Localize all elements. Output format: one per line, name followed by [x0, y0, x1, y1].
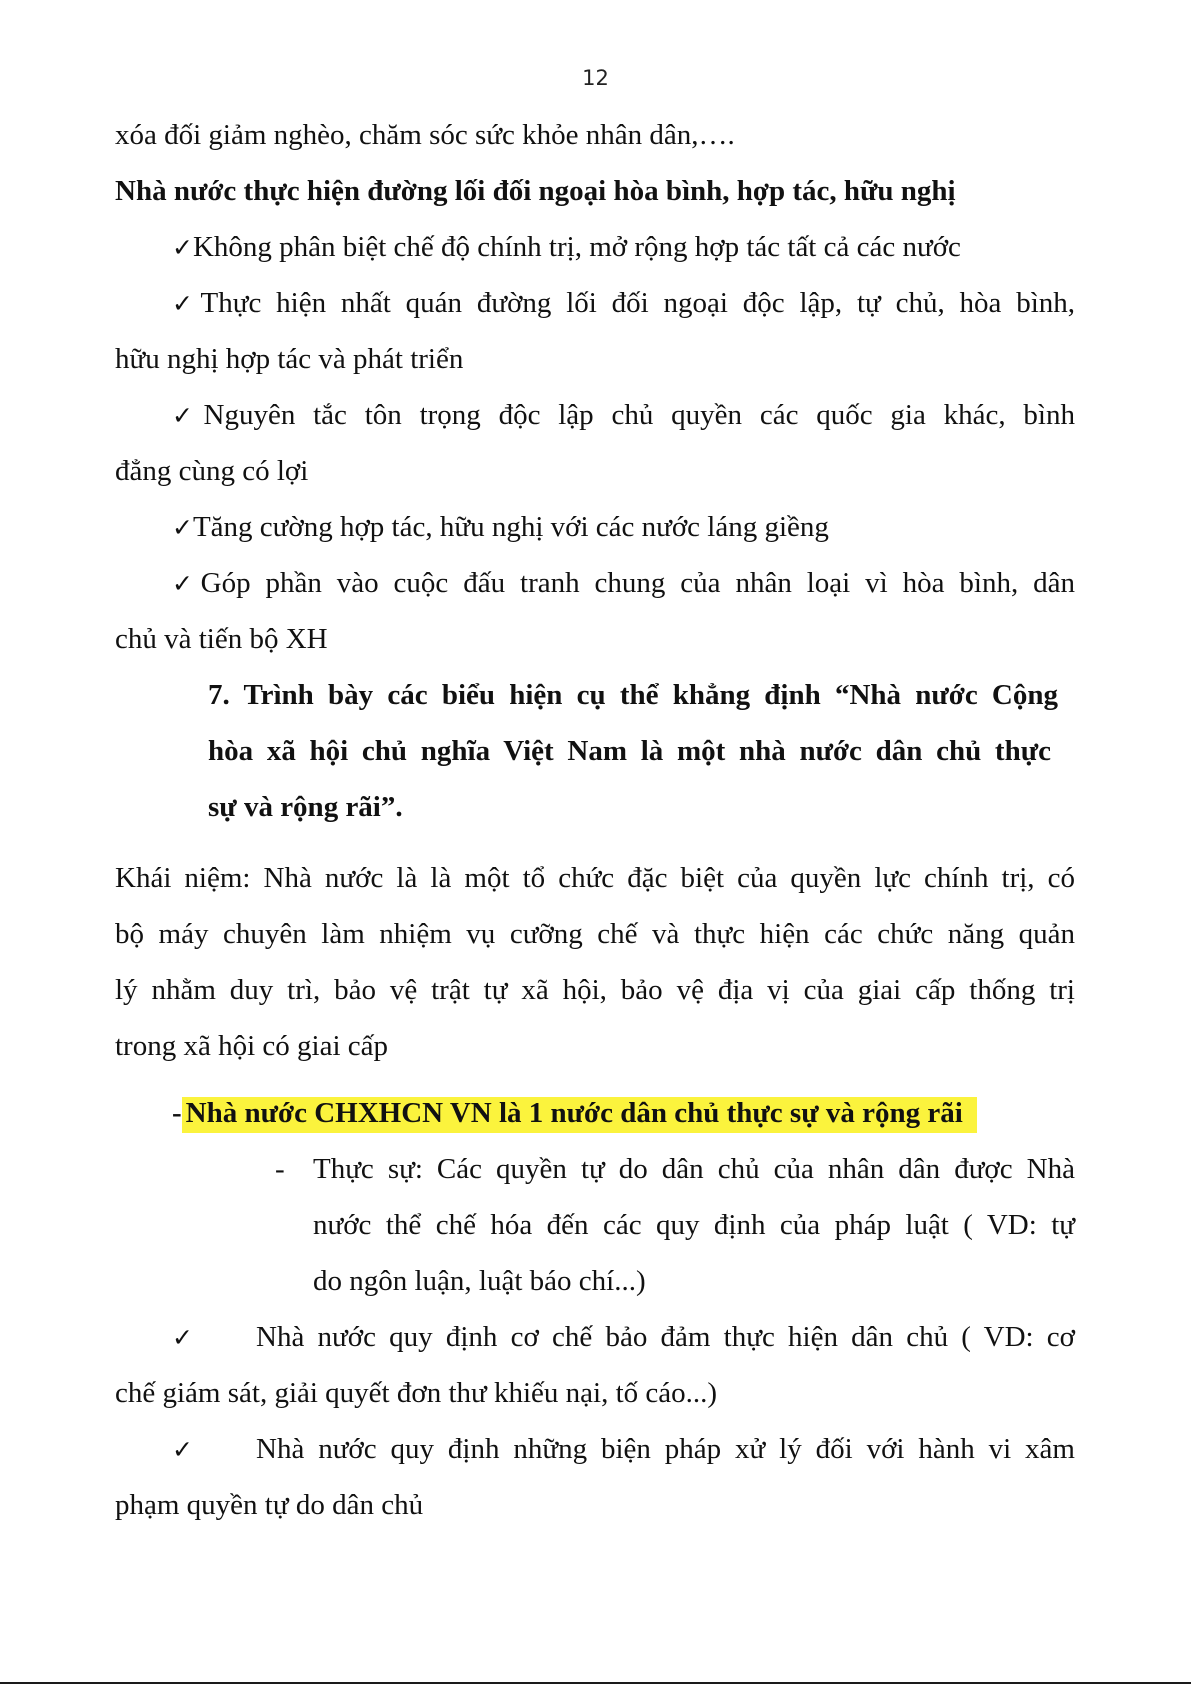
list-item [172, 1320, 1075, 1355]
list-item-text: Không phân biệt chế độ chính trị, mở rộng hợp tác tất cả các nước [192, 231, 961, 263]
check-icon: ✓ [172, 1323, 193, 1352]
text-line: do ngôn luận, luật báo chí...) [313, 1265, 646, 1297]
list-item-text: Tăng cường hợp tác, hữu nghị với các nước láng giềng [192, 511, 829, 543]
highlighted-text: Nhà nước CHXHCN VN là 1 nước dân chủ thực sự và rộng rãi [182, 1097, 977, 1133]
list-item-text: Nguyên tắc tôn trọng độc lập chủ quyền các quốc gia khác, bình [203, 399, 1075, 431]
question-heading-line: sự và rộng rãi”. [208, 791, 403, 823]
check-icon: ✓ [172, 569, 201, 598]
text-line: phạm quyền tự do dân chủ [115, 1489, 424, 1521]
text-line: đẳng cùng có lợi [115, 455, 309, 487]
list-item-text: Nhà nước quy định cơ chế bảo đảm thực hiện dân chủ ( VD: cơ [256, 1321, 1075, 1353]
list-item [172, 566, 1075, 601]
question-heading-line: 7. Trình bày các biểu hiện cụ thể khẳng định “Nhà nước Cộng [208, 679, 1058, 711]
text-line: nước thể chế hóa đến các quy định của pháp luật ( VD: tự [313, 1209, 1075, 1241]
check-icon: ✓ [172, 1435, 193, 1464]
list-item [275, 1152, 1075, 1187]
text-line: Khái niệm: Nhà nước là là một tổ chức đặc biệt của quyền lực chính trị, có [115, 862, 1075, 894]
text-line: hữu nghị hợp tác và phát triển [115, 343, 464, 375]
dash-marker: - [275, 1153, 285, 1185]
list-item-text: Nhà nước quy định những biện pháp xử lý đối với hành vi xâm [256, 1433, 1075, 1465]
dash-marker: - [172, 1097, 182, 1129]
check-icon: ✓ [172, 233, 193, 262]
list-item [172, 286, 1075, 321]
text-line: chế giám sát, giải quyết đơn thư khiếu nại, tố cáo...) [115, 1377, 718, 1409]
check-icon: ✓ [172, 401, 204, 430]
list-item [172, 398, 1075, 433]
text-line: trong xã hội có giai cấp [115, 1030, 388, 1062]
text-line: bộ máy chuyên làm nhiệm vụ cưỡng chế và thực hiện các chức năng quản [115, 918, 1075, 950]
list-item-text: Thực hiện nhất quán đường lối đối ngoại độc lập, tự chủ, hòa bình, [200, 287, 1076, 319]
section-heading: Nhà nước thực hiện đường lối đối ngoại hòa bình, hợp tác, hữu nghị [115, 175, 956, 207]
check-icon: ✓ [172, 513, 193, 542]
text-line: chủ và tiến bộ XH [115, 623, 328, 655]
text-line: xóa đối giảm nghèo, chăm sóc sức khỏe nhân dân,…. [115, 119, 735, 151]
list-item [172, 510, 829, 545]
list-item-text: Góp phần vào cuộc đấu tranh chung của nhân loại vì hòa bình, dân [200, 567, 1076, 599]
text-line: lý nhằm duy trì, bảo vệ trật tự xã hội, bảo vệ địa vị của giai cấp thống trị [115, 974, 1075, 1006]
page-number: 12 [582, 66, 609, 90]
list-item [172, 1432, 1075, 1467]
list-item-text: Thực sự: Các quyền tự do dân chủ của nhân dân được Nhà [313, 1153, 1075, 1185]
list-item [172, 230, 961, 265]
question-heading-line: hòa xã hội chủ nghĩa Việt Nam là một nhà nước dân chủ thực [208, 735, 1051, 767]
page-bottom-border [0, 1682, 1191, 1684]
check-icon: ✓ [172, 289, 201, 318]
highlighted-heading [172, 1096, 977, 1131]
